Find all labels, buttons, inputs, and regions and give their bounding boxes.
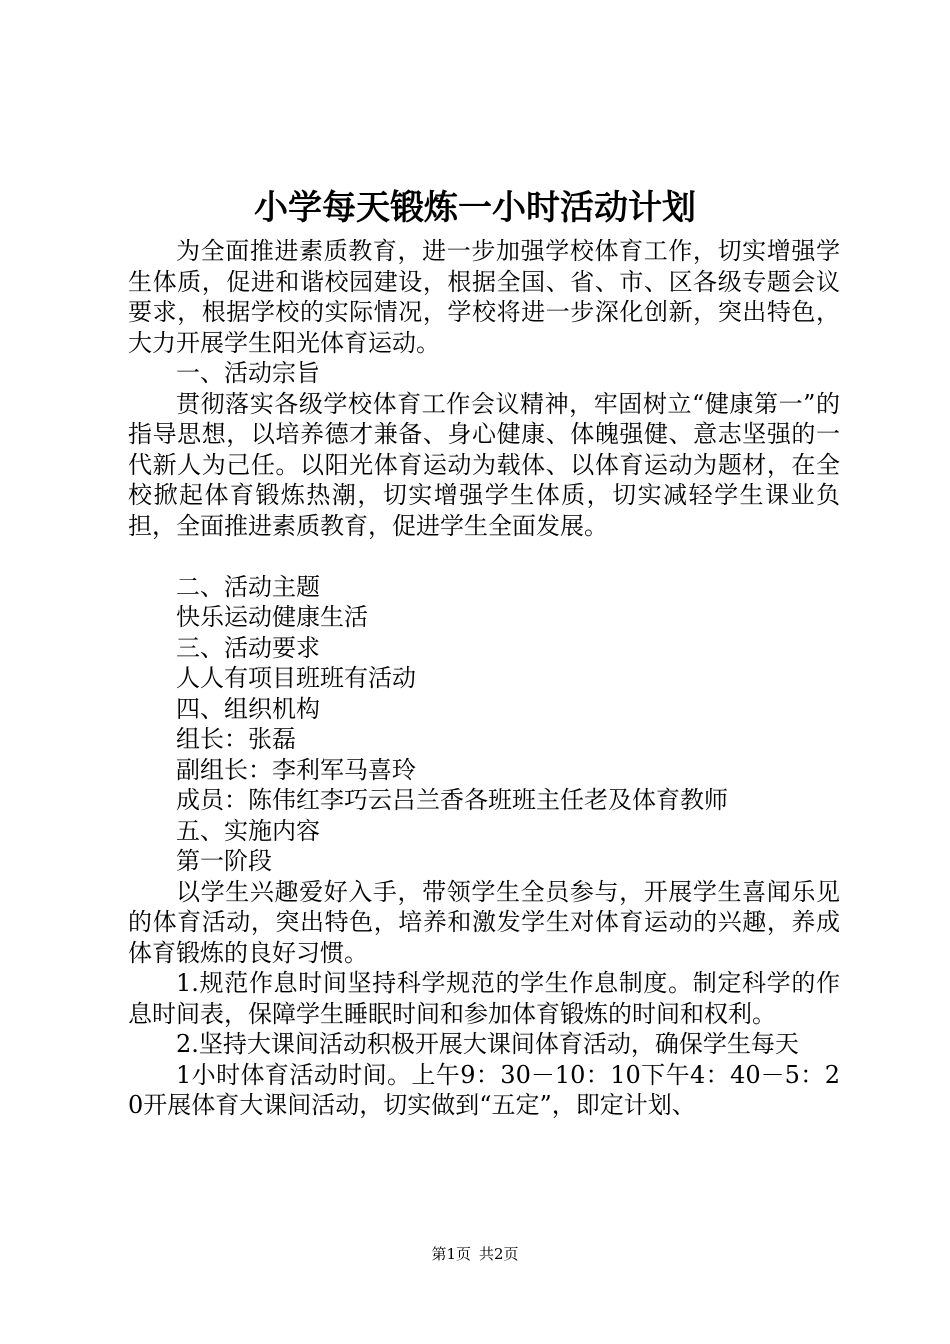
section-heading-organization: 四、组织机构 [176,694,320,723]
purpose-paragraph: 贯彻落实各级学校体育工作会议精神，牢固树立“健康第一”的指导思想，以培养德才兼备、身心健康、体魄强健、意志坚强的一代新人为己任。以阳光体育运动为载体、以体育运动为题材，在全校掀起体育锻炼热潮，切实增强学生体质，切实减轻学生课业负担，全面推进素质教育，促进学生全面发展。 [128,389,840,540]
intro-paragraph: 为全面推进素质教育，进一步加强学校体育工作，切实增强学生体质，促进和谐校园建设，根据全国、省、市、区各级专题会议要求，根据学校的实际情况，学校将进一步深化创新，突出特色，大力开展学生阳光体育运动。 [128,237,840,357]
item-two-continued-paragraph: 1小时体育活动时间。上午9：30－10：10下午4：40－5：20开展体育大课间活动，切实做到“五定”，即定计划、 [128,1060,840,1119]
stage-one-heading: 第一阶段 [176,847,272,875]
item-two-paragraph: 2.坚持大课间活动积极开展大课间体育活动，确保学生每天 [176,1030,799,1058]
item-one-paragraph: 1.规范作息时间坚持科学规范的学生作息制度。制定科学的作息时间表，保障学生睡眠时间和参加体育锻炼的时间和权利。 [128,969,840,1028]
section-heading-implementation: 五、实施内容 [176,816,320,845]
requirements-text: 人人有项目班班有活动 [176,664,416,692]
section-heading-theme: 二、活动主题 [176,572,320,601]
page-footer [0,1244,950,1264]
theme-text: 快乐运动健康生活 [176,603,368,631]
stage-one-paragraph: 以学生兴趣爱好入手，带领学生全员参与，开展学生喜闻乐见的体育活动，突出特色，培养和激发学生对体育运动的兴趣，养成体育锻炼的良好习惯。 [128,877,840,967]
leader-line: 组长：张磊 [176,725,296,753]
page-number-current: 第1页 [431,1245,471,1263]
document-body [128,236,840,1121]
section-heading-requirements: 三、活动要求 [176,633,320,662]
members-line: 成员：陈伟红李巧云吕兰香各班班主任老及体育教师 [176,786,728,814]
deputy-leader-line: 副组长：李利军马喜玲 [176,755,416,784]
blank-line [128,541,840,572]
section-heading-purpose: 一、活动宗旨 [176,359,320,387]
page-number-total: 共2页 [479,1245,519,1263]
document-title: 小学每天锻炼一小时活动计划 [254,188,696,228]
